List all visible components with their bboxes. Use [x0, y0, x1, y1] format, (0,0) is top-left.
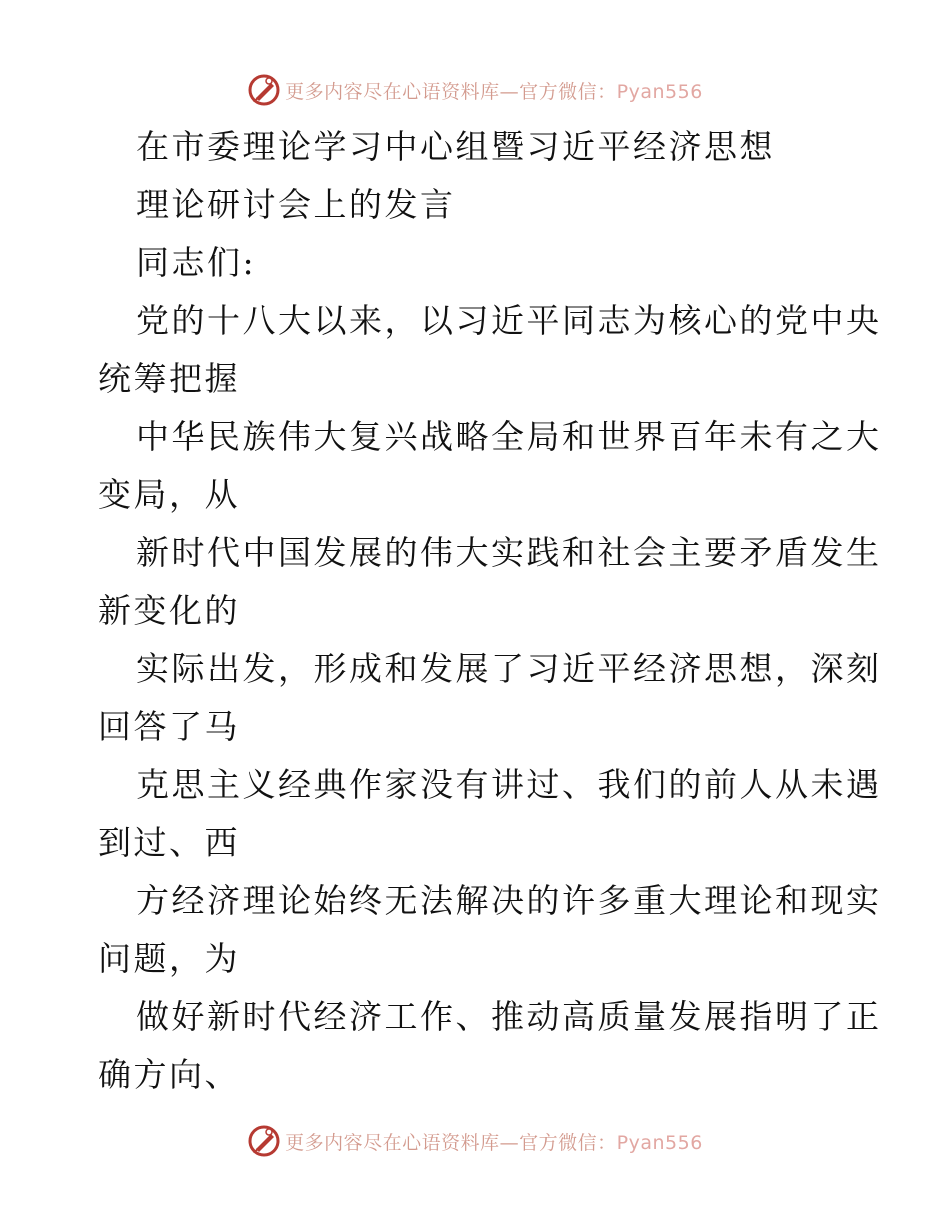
document-body [98, 118, 882, 1104]
paragraph-line: 统筹把握 [98, 359, 240, 398]
paragraph-line: 方经济理论始终无法解决的许多重大理论和现实 [136, 881, 882, 920]
paragraph-line: 回答了马 [98, 707, 240, 746]
paragraph-line: 变局，从 [98, 475, 240, 514]
paragraph-line: 到过、西 [98, 823, 240, 862]
paragraph-line: 做好新时代经济工作、推动高质量发展指明了正 [136, 997, 882, 1036]
paragraph-line: 新时代中国发展的伟大实践和社会主要矛盾发生 [136, 533, 882, 572]
quill-pen-logo-icon [247, 1124, 281, 1158]
quill-pen-logo-icon [247, 73, 281, 107]
paragraph-line: 问题，为 [98, 939, 240, 978]
header-banner-text: 更多内容尽在心语资料库—官方微信：Pyan556 [285, 80, 703, 103]
footer-banner-text: 更多内容尽在心语资料库—官方微信：Pyan556 [285, 1131, 703, 1154]
header-watermark-banner [0, 70, 950, 110]
footer-banner-handle: Pyan556 [616, 1131, 703, 1154]
footer-watermark-banner [0, 1121, 950, 1161]
paragraph-line: 党的十八大以来，以习近平同志为核心的党中央 [136, 301, 882, 340]
paragraph-line: 新变化的 [98, 591, 240, 630]
paragraph-line: 确方向、 [98, 1055, 240, 1094]
header-banner-handle: Pyan556 [616, 80, 703, 103]
paragraph-line: 实际出发，形成和发展了习近平经济思想，深刻 [136, 649, 882, 688]
document-title-line-2: 理论研讨会上的发言 [136, 185, 456, 224]
document-title-line-1: 在市委理论学习中心组暨习近平经济思想 [136, 127, 775, 166]
paragraph-line: 克思主义经典作家没有讲过、我们的前人从未遇 [136, 765, 882, 804]
paragraph-line: 中华民族伟大复兴战略全局和世界百年未有之大 [136, 417, 882, 456]
document-salutation: 同志们: [136, 243, 257, 282]
